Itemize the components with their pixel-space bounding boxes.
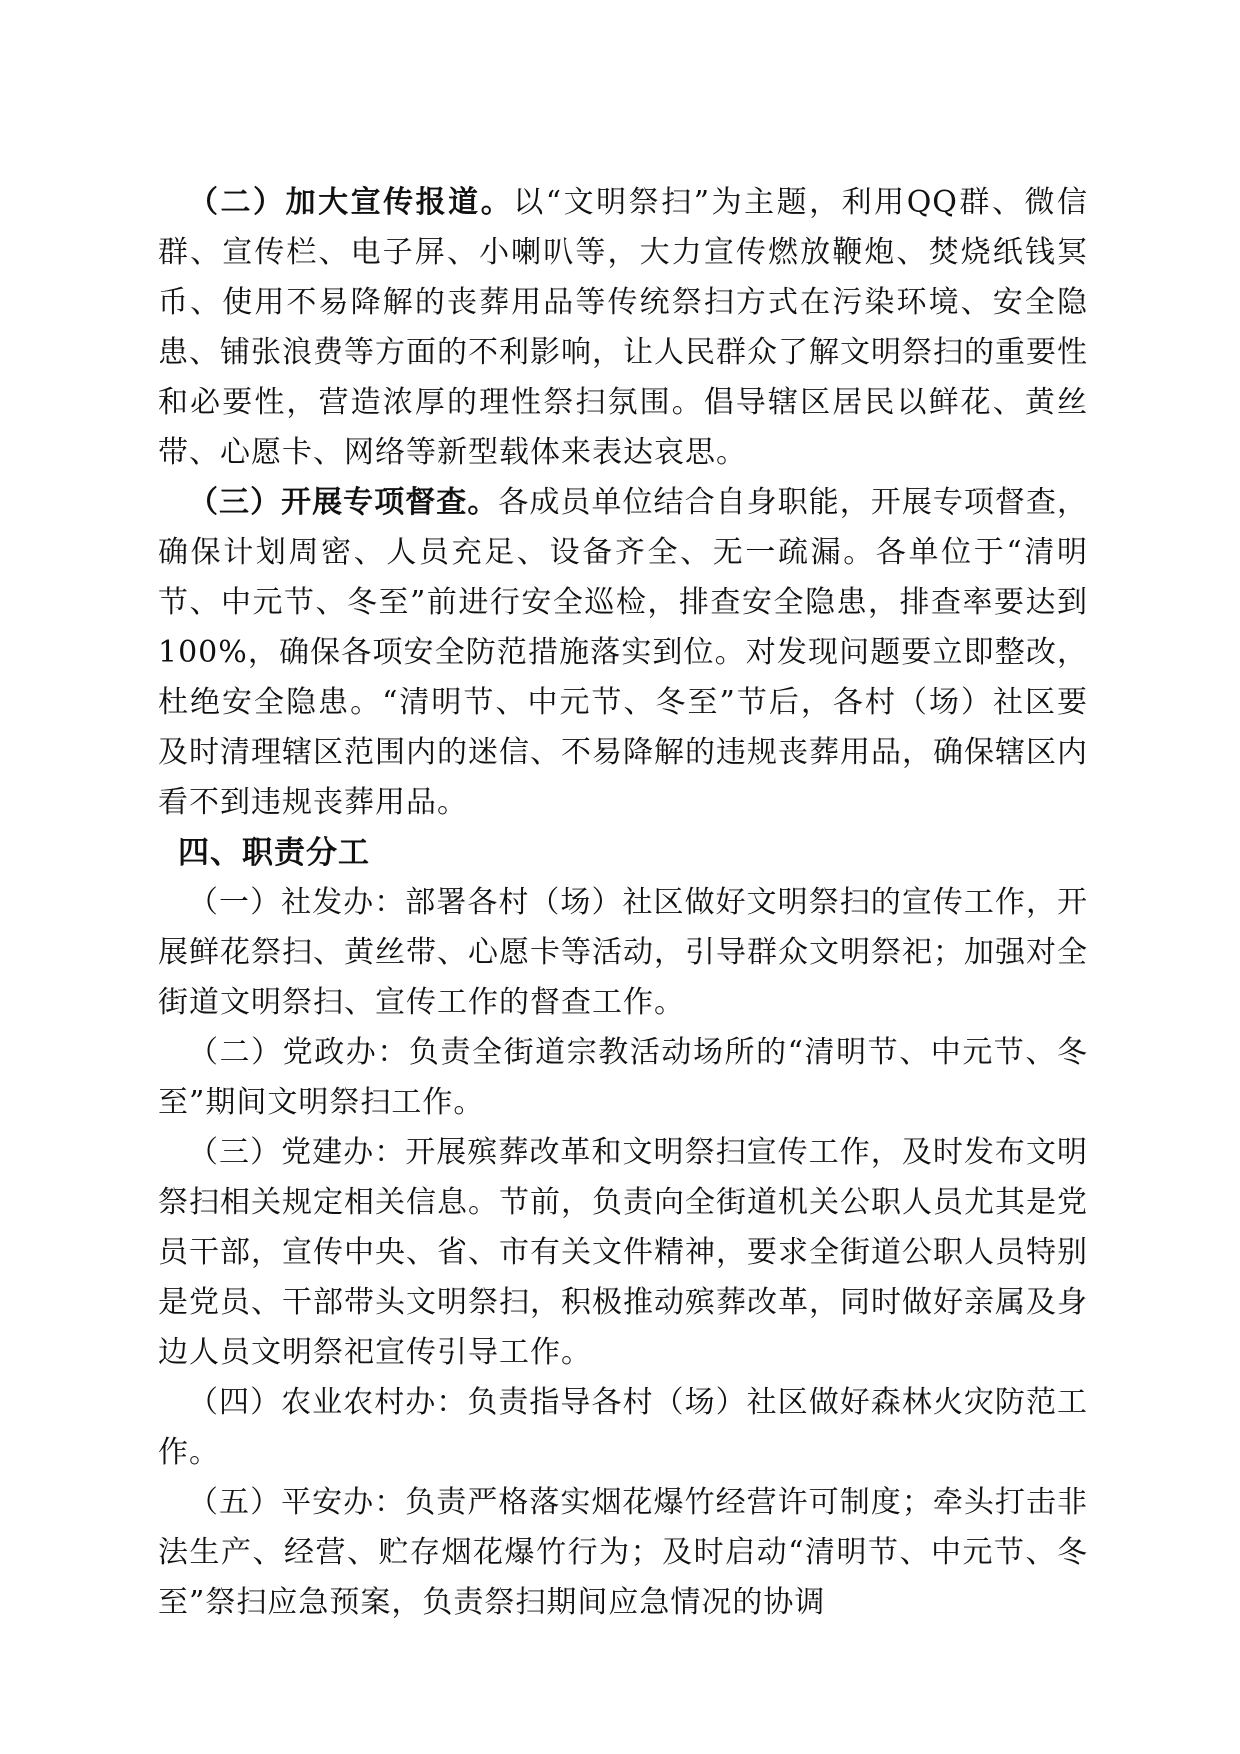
paragraph-inspection	[158, 478, 1088, 828]
paragraph-agriculture-office: （四）农业农村办：负责指导各村（场）社区做好森林火灾防范工作。	[158, 1385, 1088, 1470]
paragraph-party-admin-office: （二）党政办：负责全街道宗教活动场所的“清明节、中元节、冬至”期间文明祭扫工作。	[158, 1035, 1088, 1120]
paragraph-text: 以“文明祭扫”为主题，利用QQ群、微信群、宣传栏、电子屏、小喇叭等，大力宣传燃放鞭炮、焚烧纸钱冥币、使用不易降解的丧葬用品等传统祭扫方式在污染环境、安全隐患、铺张浪费等方面的不利影响，让人民群众了解文明祭扫的重要性和必要性，营造浓厚的理性祭扫氛围。倡导辖区居民以鲜花、黄丝带、心愿卡、网络等新型载体来表达哀思。	[158, 185, 1088, 470]
document-body	[158, 178, 1088, 1628]
paragraph-party-building-office: （三）党建办：开展殡葬改革和文明祭扫宣传工作，及时发布文明祭扫相关规定相关信息。节前，负责向全街道机关公职人员尤其是党员干部，宣传中央、省、市有关文件精神，要求全街道公职人员特别是党员、干部带头文明祭扫，积极推动殡葬改革，同时做好亲属及身边人员文明祭祀宣传引导工作。	[158, 1135, 1088, 1370]
section-heading: 四、职责分工	[178, 835, 370, 871]
paragraph-safety-office: （五）平安办：负责严格落实烟花爆竹经营许可制度；牵头打击非法生产、经营、贮存烟花爆竹行为；及时启动“清明节、中元节、冬至”祭扫应急预案，负责祭扫期间应急情况的协调	[158, 1485, 1088, 1620]
paragraph-text: 各成员单位结合自身职能，开展专项督查，确保计划周密、人员充足、设备齐全、无一疏漏。各单位于“清明节、中元节、冬至”前进行安全巡检，排查安全隐患，排查率要达到100%，确保各项安全防范措施落实到位。对发现问题要立即整改，杜绝安全隐患。“清明节、中元节、冬至”节后，各村（场）社区要及时清理辖区范围内的迷信、不易降解的违规丧葬用品，确保辖区内看不到违规丧葬用品。	[158, 485, 1089, 820]
paragraph-publicity	[158, 178, 1088, 478]
paragraph-lead: （三）开展专项督查。	[188, 485, 499, 520]
paragraph-lead: （二）加大宣传报道。	[188, 185, 514, 220]
paragraph-social-office: （一）社发办：部署各村（场）社区做好文明祭扫的宣传工作，开展鲜花祭扫、黄丝带、心愿卡等活动，引导群众文明祭祀；加强对全街道文明祭扫、宣传工作的督查工作。	[158, 885, 1088, 1020]
